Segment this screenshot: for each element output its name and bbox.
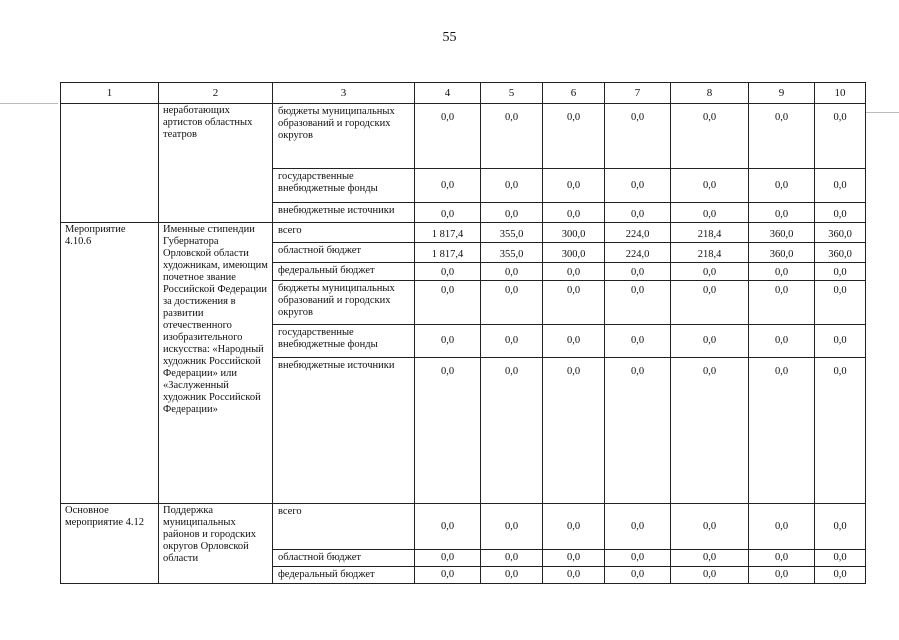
scan-artifact-line [0, 103, 58, 104]
value-cell: 0,0 [749, 358, 815, 504]
value-cell: 1 817,4 [415, 243, 481, 263]
value-cell: 0,0 [605, 104, 671, 169]
value-cell: 0,0 [415, 567, 481, 584]
event-name-cell: неработающих артистов областных театров [159, 104, 273, 223]
value-cell: 355,0 [481, 243, 543, 263]
value-cell: 218,4 [671, 243, 749, 263]
value-cell: 0,0 [481, 325, 543, 358]
value-cell: 0,0 [749, 550, 815, 567]
value-cell: 0,0 [415, 504, 481, 550]
value-cell: 360,0 [749, 243, 815, 263]
value-cell: 360,0 [815, 223, 866, 243]
value-cell: 0,0 [543, 358, 605, 504]
value-cell: 218,4 [671, 223, 749, 243]
value-cell: 0,0 [815, 358, 866, 504]
value-cell: 0,0 [605, 358, 671, 504]
value-cell: 0,0 [749, 104, 815, 169]
value-cell: 0,0 [815, 263, 866, 281]
value-cell: 0,0 [481, 281, 543, 325]
value-cell: 0,0 [543, 104, 605, 169]
value-cell: 0,0 [671, 263, 749, 281]
header-cell: 2 [159, 83, 273, 104]
value-cell: 0,0 [815, 104, 866, 169]
table-row [61, 223, 866, 243]
value-cell: 0,0 [481, 104, 543, 169]
value-cell: 0,0 [815, 169, 866, 203]
value-cell: 0,0 [815, 203, 866, 223]
value-cell: 0,0 [481, 263, 543, 281]
value-cell: 0,0 [749, 263, 815, 281]
value-cell: 0,0 [543, 567, 605, 584]
value-cell: 0,0 [543, 504, 605, 550]
funding-source-cell: бюджеты муниципальных образований и городских округов [273, 104, 415, 169]
header-cell: 8 [671, 83, 749, 104]
value-cell: 0,0 [605, 263, 671, 281]
value-cell: 0,0 [605, 169, 671, 203]
value-cell: 0,0 [671, 504, 749, 550]
value-cell: 0,0 [543, 281, 605, 325]
header-cell: 7 [605, 83, 671, 104]
value-cell: 0,0 [671, 281, 749, 325]
funding-source-cell: всего [273, 504, 415, 550]
value-cell: 0,0 [481, 504, 543, 550]
value-cell: 0,0 [749, 325, 815, 358]
value-cell: 0,0 [415, 104, 481, 169]
event-name-cell: Именные стипендии Губернатора Орловской области художникам, имеющим почетное звание Российской Федерации за достижения в развитии отечественного изобразительного искусства: «Народный художник Российской Федерации» или «Заслуженный художник Российской Федерации» [159, 223, 273, 504]
value-cell: 0,0 [749, 203, 815, 223]
value-cell: 0,0 [415, 281, 481, 325]
funding-source-cell: бюджеты муниципальных образований и городских округов [273, 281, 415, 325]
header-cell: 4 [415, 83, 481, 104]
header-cell: 1 [61, 83, 159, 104]
funding-source-cell: государственные внебюджетные фонды [273, 325, 415, 358]
funding-source-cell: федеральный бюджет [273, 567, 415, 584]
value-cell: 0,0 [543, 203, 605, 223]
table-row [61, 104, 866, 169]
value-cell: 0,0 [481, 358, 543, 504]
value-cell: 0,0 [749, 281, 815, 325]
value-cell: 0,0 [415, 325, 481, 358]
value-cell: 224,0 [605, 243, 671, 263]
value-cell: 0,0 [415, 358, 481, 504]
value-cell: 0,0 [415, 203, 481, 223]
value-cell: 0,0 [671, 169, 749, 203]
page-number: 55 [442, 30, 457, 45]
header-cell: 10 [815, 83, 866, 104]
value-cell: 0,0 [671, 550, 749, 567]
value-cell: 0,0 [415, 263, 481, 281]
funding-source-cell: областной бюджет [273, 550, 415, 567]
value-cell: 224,0 [605, 223, 671, 243]
value-cell: 0,0 [671, 567, 749, 584]
value-cell: 0,0 [543, 325, 605, 358]
value-cell: 0,0 [543, 263, 605, 281]
value-cell: 1 817,4 [415, 223, 481, 243]
value-cell: 0,0 [481, 169, 543, 203]
header-cell: 5 [481, 83, 543, 104]
value-cell: 0,0 [543, 550, 605, 567]
value-cell: 0,0 [605, 550, 671, 567]
value-cell: 0,0 [815, 504, 866, 550]
value-cell: 0,0 [605, 325, 671, 358]
value-cell: 360,0 [815, 243, 866, 263]
header-cell: 9 [749, 83, 815, 104]
funding-source-cell: государственные внебюджетные фонды [273, 169, 415, 203]
funding-source-cell: внебюджетные источники [273, 203, 415, 223]
value-cell: 355,0 [481, 223, 543, 243]
financing-table [60, 82, 866, 584]
value-cell: 0,0 [605, 281, 671, 325]
value-cell: 0,0 [415, 550, 481, 567]
value-cell: 0,0 [671, 203, 749, 223]
header-row [61, 83, 866, 104]
table-row [61, 504, 866, 550]
value-cell: 0,0 [543, 169, 605, 203]
value-cell: 0,0 [671, 358, 749, 504]
value-cell: 0,0 [815, 567, 866, 584]
value-cell: 0,0 [815, 550, 866, 567]
scan-artifact-line [866, 112, 899, 113]
value-cell: 0,0 [749, 567, 815, 584]
value-cell: 0,0 [605, 567, 671, 584]
event-code-cell: Мероприятие 4.10.6 [61, 223, 159, 504]
value-cell: 0,0 [749, 504, 815, 550]
value-cell: 0,0 [481, 567, 543, 584]
value-cell: 0,0 [815, 281, 866, 325]
event-name-cell: Поддержка муниципальных районов и городских округов Орловской области [159, 504, 273, 584]
value-cell: 0,0 [749, 169, 815, 203]
header-cell: 6 [543, 83, 605, 104]
value-cell: 0,0 [671, 104, 749, 169]
value-cell: 300,0 [543, 243, 605, 263]
value-cell: 0,0 [605, 504, 671, 550]
value-cell: 0,0 [481, 550, 543, 567]
value-cell: 0,0 [671, 325, 749, 358]
event-code-cell [61, 104, 159, 223]
value-cell: 0,0 [815, 325, 866, 358]
value-cell: 0,0 [481, 203, 543, 223]
value-cell: 300,0 [543, 223, 605, 243]
funding-source-cell: всего [273, 223, 415, 243]
value-cell: 360,0 [749, 223, 815, 243]
value-cell: 0,0 [415, 169, 481, 203]
value-cell: 0,0 [605, 203, 671, 223]
event-code-cell: Основное мероприятие 4.12 [61, 504, 159, 584]
funding-source-cell: областной бюджет [273, 243, 415, 263]
funding-source-cell: внебюджетные источники [273, 358, 415, 504]
funding-source-cell: федеральный бюджет [273, 263, 415, 281]
header-cell: 3 [273, 83, 415, 104]
